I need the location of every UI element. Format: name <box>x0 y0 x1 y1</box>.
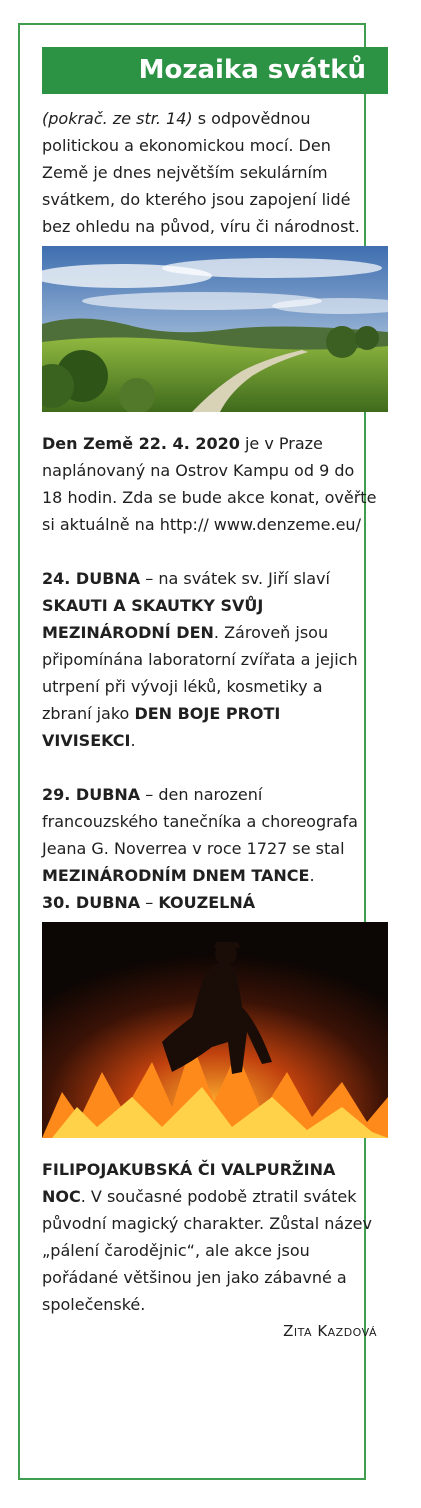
april-30-highlight-1: KOUZELNÁ <box>158 893 256 912</box>
continuation-note: (pokrač. ze str. 14) <box>42 109 193 128</box>
april-30-dash: – <box>140 893 159 912</box>
intro-text: s odpovědnou politickou a ekonomickou mocí. Den Země je dnes největším sekulárním svátkem, do kterého jsou zapojení lidé bez ohledu na původ, víru či národnost. <box>42 109 360 236</box>
april-24-date: 24. DUBNA <box>42 569 141 588</box>
landscape-image <box>42 246 388 412</box>
april-29-paragraph <box>42 781 377 889</box>
april-30-highlight-2: FILIPOJAKUBSKÁ ČI VALPURŽINA NOC <box>42 1160 336 1206</box>
april-29-date: 29. DUBNA <box>42 785 141 804</box>
april-24-paragraph <box>42 565 377 754</box>
section-title: Mozaika svátků <box>42 47 388 94</box>
april-24-highlight-1: SKAUTI A SKAUTKY SVŮJ MEZINÁRODNÍ DEN <box>42 596 264 642</box>
bonfire-image <box>42 922 388 1138</box>
april-29-highlight: MEZINÁRODNÍM DNEM TANCE <box>42 866 310 885</box>
april-30-text: . V současné podobě ztratil svátek původní magický charakter. Zůstal název „pálení čarodějnic“, ale akce jsou pořádané většinou jen jako zábavné a společenské. <box>42 1187 372 1314</box>
april-29-text-2: . <box>309 866 315 885</box>
april-30-paragraph <box>42 1156 377 1318</box>
april-30-date: 30. DUBNA <box>42 893 141 912</box>
april-30-heading <box>42 889 377 916</box>
april-24-text-2: . Zároveň jsou připomínána laboratorní zvířata a jejich utrpení při vývoji léků, kosmetiky a zbraní jako <box>42 623 358 723</box>
landscape-photo <box>42 246 388 412</box>
intro-paragraph <box>42 105 377 240</box>
earth-day-paragraph <box>42 430 377 538</box>
article-body <box>42 105 377 1345</box>
april-24-text-3: . <box>130 731 136 750</box>
april-24-highlight-2: DEN BOJE PROTI VIVISEKCI <box>42 704 281 750</box>
earth-day-date: Den Země 22. 4. 2020 <box>42 434 240 453</box>
earth-day-text: je v Praze naplánovaný na Ostrov Kampu od 9 do 18 hodin. Zda se bude akce konat, ověřte si aktuálně na http:// www.denzeme.eu/ <box>42 434 377 534</box>
bonfire-photo <box>42 922 388 1138</box>
april-29-text-1: – den narození francouzského tanečníka a choreografa Jeana G. Noverrea v roce 1727 se stal <box>42 785 358 858</box>
april-24-text-1: – na svátek sv. Jiří slaví <box>140 569 330 588</box>
author-name: Zita Kazdová <box>283 1322 377 1340</box>
